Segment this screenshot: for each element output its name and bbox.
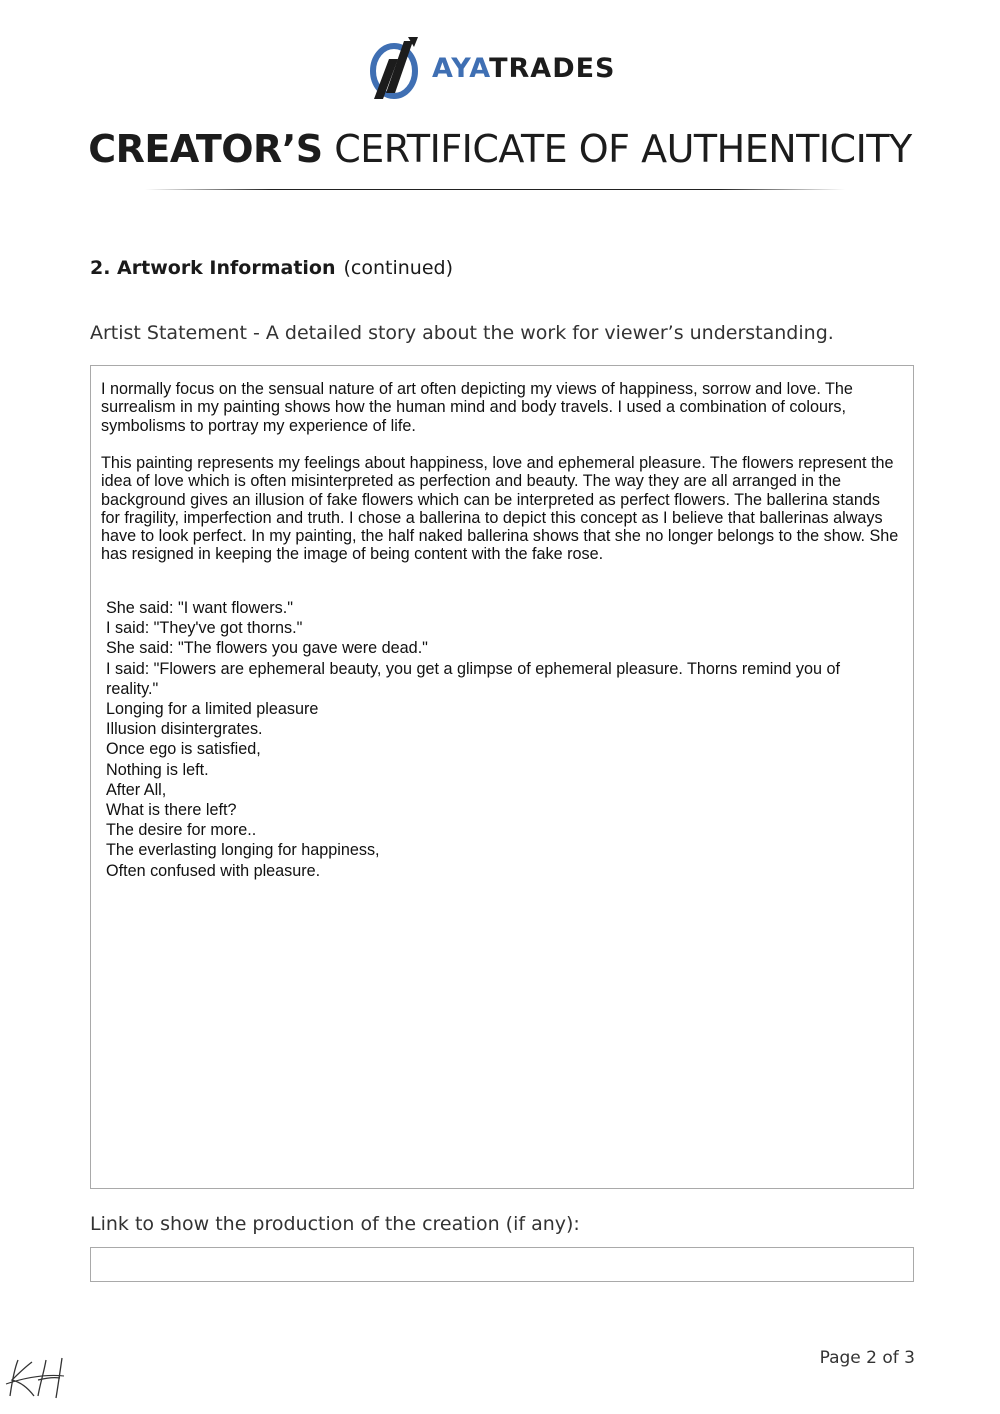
poem-line: The desire for more..: [106, 821, 257, 840]
poem-line: Longing for a limited pleasure: [106, 700, 319, 719]
section-heading: [90, 257, 453, 279]
poem-line: The everlasting longing for happiness,: [106, 841, 380, 860]
section-heading-note: (continued): [343, 257, 454, 279]
artist-statement-field[interactable]: [90, 365, 914, 1189]
signature-initials: [4, 1354, 70, 1400]
poem-line: After All,: [106, 780, 167, 799]
logo-trades: TRADES: [489, 52, 616, 84]
logo-aya: AYA: [432, 52, 490, 84]
title-bold: CREATOR’S: [88, 127, 323, 171]
page-title: [0, 127, 1000, 171]
poem-line: She said: "I want flowers.": [106, 599, 293, 617]
statement-poem: [106, 598, 893, 881]
poem-line: Nothing is left.: [106, 760, 209, 779]
logo-wordmark: [432, 53, 616, 84]
poem-line: I said: "They've got thorns.": [106, 619, 303, 638]
ayatrades-logo: [368, 35, 616, 101]
poem-line: Often confused with pleasure.: [106, 861, 321, 880]
title-divider: [145, 189, 845, 190]
poem-line: Once ego is satisfied,: [106, 740, 261, 759]
ayatrades-logo-mark-icon: [368, 35, 420, 101]
page-number: Page 2 of 3: [819, 1348, 915, 1368]
poem-line: Illusion disintergrates.: [106, 720, 263, 739]
poem-line: She said: "The flowers you gave were dead.": [106, 639, 428, 658]
artist-statement-label: Artist Statement - A detailed story about the work for viewer’s understanding.: [90, 322, 834, 344]
production-link-field[interactable]: [90, 1247, 914, 1282]
statement-paragraph-1: I normally focus on the sensual nature of art often depicting my views of happiness, sorrow and love. The surrealism in my painting shows how the human mind and body travels. I used a combination of colours, symbolisms to portray my experience of life.: [101, 380, 853, 435]
poem-line: What is there left?: [106, 801, 237, 820]
poem-line: I said: "Flowers are ephemeral beauty, you get a glimpse of ephemeral pleasure. Thorns remind you of reality.": [106, 659, 840, 698]
statement-paragraph-2: This painting represents my feelings about happiness, love and ephemeral pleasure. The flowers represent the idea of love which is often misinterpreted as perfection and beauty. The way they are all arranged in the background gives an illusion of fake flowers which can be interpreted as perfect flowers. The ballerina stands for fragility, imperfection and truth. I chose a ballerina to depict this concept as I believe that ballerinas always have to look perfect. In my painting, the half naked ballerina shows that she no longer belongs to the show. She has resigned in keeping the image of being content with the fake rose.: [101, 454, 899, 564]
production-link-label: Link to show the production of the creation (if any):: [90, 1213, 580, 1235]
title-rest: CERTIFICATE OF AUTHENTICITY: [334, 127, 912, 171]
section-heading-text: 2. Artwork Information: [90, 257, 336, 279]
